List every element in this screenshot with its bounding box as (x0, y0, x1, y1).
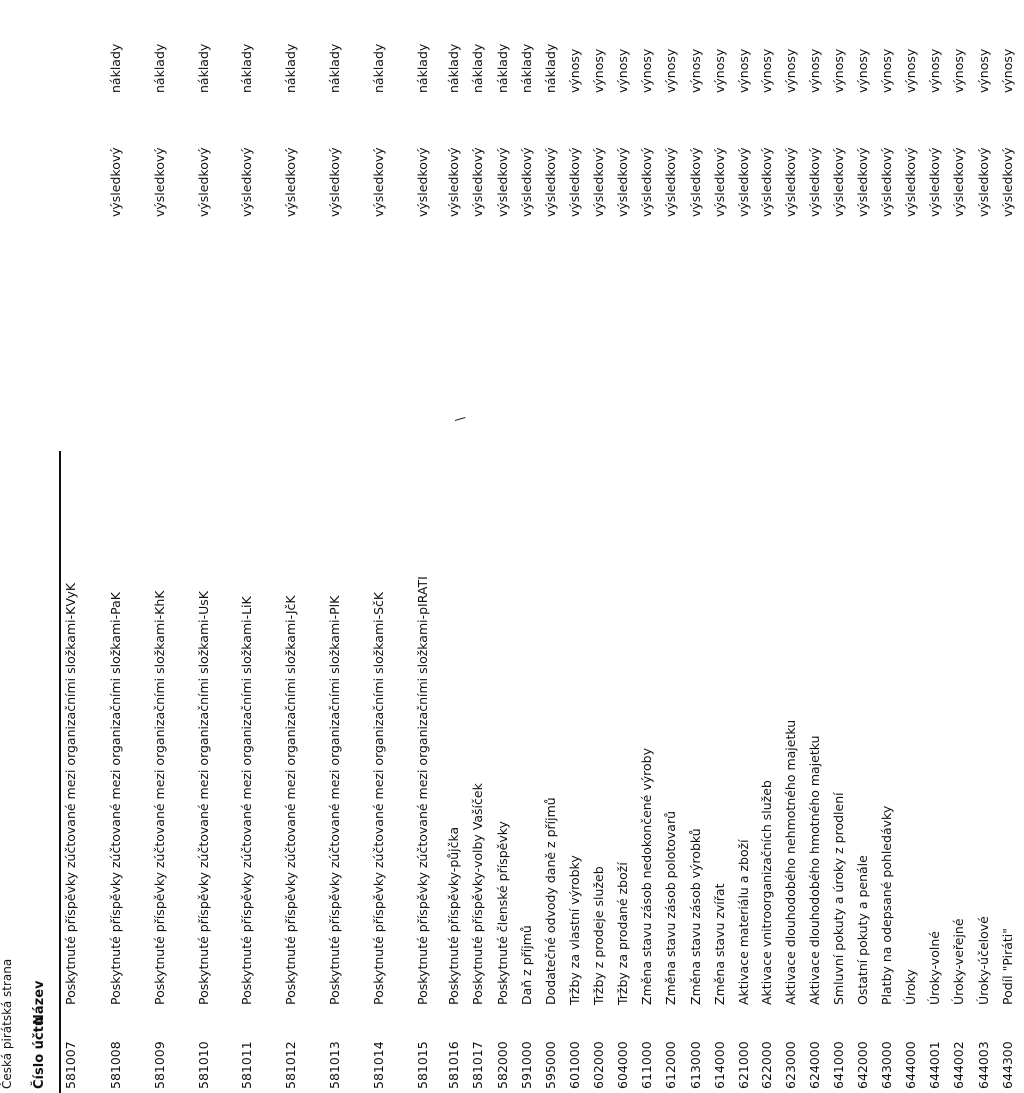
account-number: 612000 (663, 1041, 678, 1089)
account-name: Poskytnuté příspěvky-půjčka (446, 826, 461, 1005)
account-type: výsledkový (519, 147, 534, 217)
account-type: výsledkový (712, 147, 727, 217)
account-number: 581017 (470, 1041, 485, 1089)
account-kind: náklady (108, 43, 123, 93)
account-number: 595000 (543, 1041, 558, 1089)
account-type: výsledkový (879, 147, 894, 217)
account-kind: výnosy (1000, 48, 1015, 93)
account-number: 581016 (446, 1041, 461, 1089)
account-type: výsledkový (543, 147, 558, 217)
account-number: 591000 (519, 1041, 534, 1089)
account-name: Aktivace vnitroorganizačních služeb (759, 780, 774, 1005)
account-kind: náklady (371, 43, 386, 93)
account-type: výsledkový (615, 147, 630, 217)
account-kind: náklady (470, 43, 485, 93)
account-name: Poskytnuté příspěvky zúčtované mezi organizačními složkami-PlK (327, 595, 342, 1005)
account-kind: výnosy (759, 48, 774, 93)
account-number: 581015 (415, 1041, 430, 1089)
account-name: Smluvní pokuty a úroky z prodlení (831, 792, 846, 1005)
account-number: 581012 (283, 1041, 298, 1089)
account-type: výsledkový (759, 147, 774, 217)
account-name: Úroky (903, 969, 918, 1005)
account-number: 644000 (903, 1041, 918, 1089)
account-kind: výnosy (903, 48, 918, 93)
account-name: Poskytnuté členské příspěvky (495, 821, 510, 1005)
account-type: výsledkový (663, 147, 678, 217)
account-kind: náklady (327, 43, 342, 93)
account-number: 581013 (327, 1041, 342, 1089)
account-number: 581007 (63, 1041, 78, 1089)
account-name: Aktivace materiálu a zboží (736, 839, 751, 1005)
account-kind: výnosy (736, 48, 751, 93)
account-type: výsledkový (807, 147, 822, 217)
account-name: Dodatečné odvody daně z příjmů (543, 797, 558, 1005)
account-kind: náklady (519, 43, 534, 93)
account-name: Změna stavu zvířat (712, 883, 727, 1005)
account-name: Ostatní pokuty a penále (855, 855, 870, 1005)
account-number: 601000 (567, 1041, 582, 1089)
account-number: 614000 (712, 1041, 727, 1089)
account-kind: výnosy (567, 48, 582, 93)
account-number: 581009 (152, 1041, 167, 1089)
account-number: 581010 (196, 1041, 211, 1089)
account-kind: výnosy (855, 48, 870, 93)
account-number: 602000 (591, 1041, 606, 1089)
account-type: výsledkový (371, 147, 386, 217)
account-name: Platby na odepsané pohledávky (879, 805, 894, 1005)
account-name: Úroky-veřejné (951, 918, 966, 1005)
account-name: Aktivace dlouhodobého hmotného majetku (807, 735, 822, 1005)
account-name: Poskytnuté příspěvky zúčtované mezi organizačními složkami-UsK (196, 591, 211, 1005)
account-number: 624000 (807, 1041, 822, 1089)
account-type: výsledkový (951, 147, 966, 217)
account-number: 644300 (1000, 1041, 1015, 1089)
account-kind: náklady (152, 43, 167, 93)
account-type: výsledkový (1000, 147, 1015, 217)
account-name: Poskytnuté příspěvky zúčtované mezi organizačními složkami-JčK (283, 595, 298, 1005)
account-name: Tržby za vlastní výrobky (567, 855, 582, 1005)
account-name: Aktivace dlouhodobého nehmotného majetku (783, 719, 798, 1005)
header-rule (59, 451, 61, 1093)
account-number: 604000 (615, 1041, 630, 1089)
account-name: Změna stavu zásob výrobků (688, 828, 703, 1005)
account-type: výsledkový (591, 147, 606, 217)
account-number: 644001 (927, 1041, 942, 1089)
account-type: výsledkový (567, 147, 582, 217)
column-header-account-number: Číslo účtu (32, 1016, 47, 1089)
account-type: výsledkový (152, 147, 167, 217)
account-kind: výnosy (663, 48, 678, 93)
account-name: Změna stavu zásob polotovarů (663, 810, 678, 1005)
account-number: 623000 (783, 1041, 798, 1089)
account-type: výsledkový (855, 147, 870, 217)
column-header-name: Název (32, 980, 47, 1025)
account-kind: náklady (283, 43, 298, 93)
account-number: 641000 (831, 1041, 846, 1089)
account-number: 642000 (855, 1041, 870, 1089)
account-kind: výnosy (976, 48, 991, 93)
account-name: Změna stavu zásob nedokončené výroby (639, 748, 654, 1005)
account-kind: výnosy (951, 48, 966, 93)
account-type: výsledkový (446, 147, 461, 217)
account-kind: výnosy (783, 48, 798, 93)
account-kind: náklady (495, 43, 510, 93)
account-type: výsledkový (927, 147, 942, 217)
account-kind: náklady (239, 43, 254, 93)
account-number: 582000 (495, 1041, 510, 1089)
account-number: 643000 (879, 1041, 894, 1089)
account-type: výsledkový (831, 147, 846, 217)
account-number: 622000 (759, 1041, 774, 1089)
account-name: Poskytnuté příspěvky zúčtované mezi organizačními složkami-pIRATI (415, 576, 430, 1005)
account-kind: výnosy (879, 48, 894, 93)
account-kind: výnosy (831, 48, 846, 93)
account-type: výsledkový (736, 147, 751, 217)
account-kind: náklady (196, 43, 211, 93)
account-number: 581011 (239, 1041, 254, 1089)
account-type: výsledkový (108, 147, 123, 217)
account-type: výsledkový (903, 147, 918, 217)
account-type: výsledkový (415, 147, 430, 217)
account-kind: výnosy (639, 48, 654, 93)
account-number: 621000 (736, 1041, 751, 1089)
account-name: Poskytnuté příspěvky-volby Vašíček (470, 783, 485, 1005)
account-kind: výnosy (688, 48, 703, 93)
account-type: výsledkový (976, 147, 991, 217)
account-kind: výnosy (807, 48, 822, 93)
account-type: výsledkový (688, 147, 703, 217)
account-kind: výnosy (927, 48, 942, 93)
account-number: 644002 (951, 1041, 966, 1089)
account-kind: výnosy (591, 48, 606, 93)
account-name: Poskytnuté příspěvky zúčtované mezi organizačními složkami-SčK (371, 591, 386, 1005)
account-type: výsledkový (783, 147, 798, 217)
account-type: výsledkový (283, 147, 298, 217)
account-name: Poskytnuté příspěvky zúčtované mezi organizačními složkami-KVyK (63, 582, 78, 1005)
account-type: výsledkový (196, 147, 211, 217)
account-number: 613000 (688, 1041, 703, 1089)
account-name: Poskytnuté příspěvky zúčtované mezi organizačními složkami-KhK (152, 590, 167, 1005)
account-number: 581014 (371, 1041, 386, 1089)
account-kind: náklady (446, 43, 461, 93)
account-number: 644003 (976, 1041, 991, 1089)
account-kind: výnosy (712, 48, 727, 93)
account-type: výsledkový (470, 147, 485, 217)
account-name: Daň z příjmů (519, 925, 534, 1005)
account-name: Tržby za prodané zboží (615, 862, 630, 1005)
account-name: Podíl "Piráti" (1000, 927, 1015, 1005)
account-name: Úroky-účelové (976, 916, 991, 1005)
account-type: výsledkový (327, 147, 342, 217)
stray-pen-mark: \ (453, 416, 467, 421)
account-name: Poskytnuté příspěvky zúčtované mezi organizačními složkami-LiK (239, 596, 254, 1005)
account-name: Tržby z prodeje služeb (591, 866, 606, 1005)
account-type: výsledkový (495, 147, 510, 217)
account-name: Poskytnuté příspěvky zúčtované mezi organizačními složkami-PaK (108, 592, 123, 1005)
account-type: výsledkový (239, 147, 254, 217)
account-kind: náklady (543, 43, 558, 93)
account-kind: výnosy (615, 48, 630, 93)
organization-name: Česká pirátská strana (0, 958, 14, 1089)
account-number: 581008 (108, 1041, 123, 1089)
account-type: výsledkový (639, 147, 654, 217)
account-kind: náklady (415, 43, 430, 93)
account-number: 611000 (639, 1041, 654, 1089)
account-name: Úroky-volné (927, 931, 942, 1005)
